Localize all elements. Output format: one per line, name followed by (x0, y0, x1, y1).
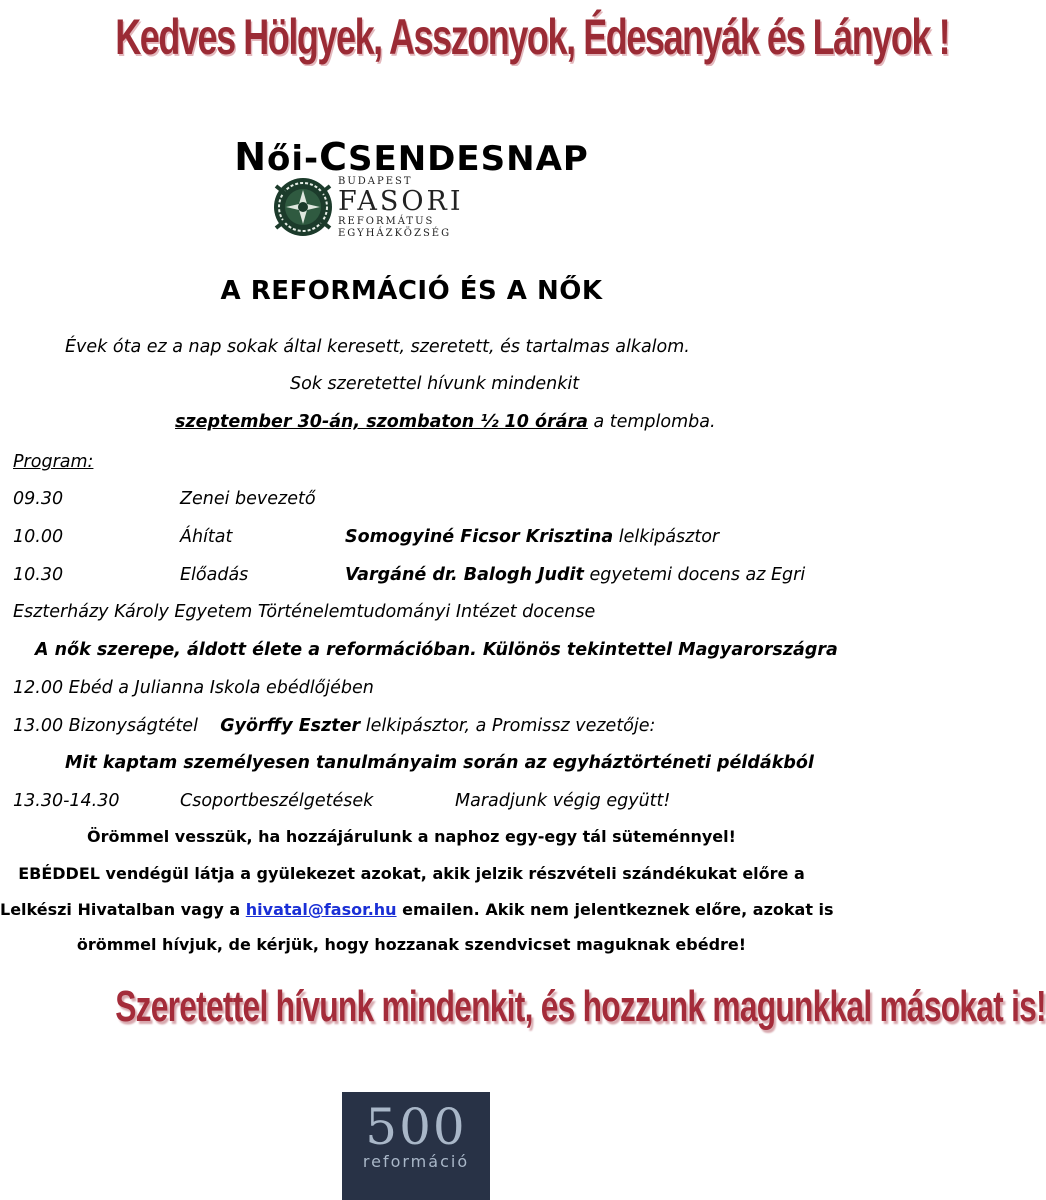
program-row-3-speaker: Vargáné dr. Balogh Judit (345, 565, 584, 585)
badge-number: 500 (365, 1098, 467, 1156)
event-date: szeptember 30-án, szombaton ½ 10 órára (175, 412, 588, 432)
logo-text (338, 176, 464, 240)
program-row-5-prefix: 13.00 Bizonyságtétel (13, 716, 198, 736)
event-title-part1: ői- (267, 139, 320, 179)
subtitle: A REFORMÁCIÓ ÉS A NŐK (220, 276, 603, 306)
intro-line-1: Évek óta ez a nap sokak által keresett, szeretett, és tartalmas alkalom. (65, 337, 690, 357)
testimony-title: Mit kaptam személyesen tanulmányaim során az egyháztörténeti példákból (65, 753, 814, 773)
event-title-c: C (319, 135, 349, 179)
lecture-title: A nők szerepe, áldott élete a reformációban. Különös tekintettel Magyarországra (35, 640, 838, 660)
event-title-n: N (234, 135, 267, 179)
program-row-4: 12.00 Ebéd a Julianna Iskola ebédlőjében (13, 678, 374, 698)
program-row-3-speaker-line (345, 565, 805, 585)
program-row-6-note: Maradjunk végig együtt! (455, 791, 671, 811)
event-date-rest: a templomba. (587, 412, 716, 432)
badge-word: reformáció (362, 1152, 470, 1171)
program-row-2-speaker: Somogyiné Ficsor Krisztina (345, 527, 614, 547)
program-row-2-label: Áhítat (180, 527, 233, 547)
note-line-2: EBÉDDEL vendégül látja a gyülekezet azokat, akik jelzik részvételi szándékukat előre a (18, 864, 805, 883)
program-row-2-speaker-line (345, 527, 719, 547)
program-row-2-time: 10.00 (13, 527, 64, 547)
logo-line-reformatus: REFORMÁTUS (338, 216, 435, 227)
program-row-3-continuation: Eszterházy Károly Egyetem Történelemtudományi Intézet docense (13, 602, 596, 622)
email-link[interactable]: hivatal@fasor.hu (245, 900, 397, 919)
event-title-part2: SENDESNAP (348, 139, 589, 179)
program-row-1-time: 09.30 (13, 489, 64, 509)
program-row-1-label: Zenei bevezető (180, 489, 316, 509)
program-heading: Program: (13, 452, 94, 472)
footer-slogan: Szeretettel hívunk mindenkit, és hozzunk magunkkal másokat is! (115, 982, 1046, 1031)
program-row-2-role: lelkipásztor (613, 527, 720, 547)
program-row-6-time: 13.30-14.30 (13, 791, 120, 811)
program-row-3-label: Előadás (180, 565, 249, 585)
program-row-5-rest: lelkipásztor, a Promissz vezetője: (360, 716, 656, 736)
church-emblem-icon (272, 176, 334, 238)
logo-line-budapest: BUDAPEST (338, 176, 413, 187)
program-row-3-time: 10.30 (13, 565, 64, 585)
note-line-1: Örömmel vesszük, ha hozzájárulunk a naphoz egy-egy tál süteménnyel! (87, 827, 736, 846)
header-greeting: Kedves Hölgyek, Asszonyok, Édesanyák és Lányok ! (115, 9, 950, 65)
fasori-logo (272, 176, 462, 244)
intro-line-3 (175, 412, 716, 432)
note-line-3-before: Lelkészi Hivatalban vagy a (0, 900, 246, 919)
note-line-4: örömmel hívjuk, de kérjük, hogy hozzanak szendvicset maguknak ebédre! (76, 935, 747, 954)
logo-line-fasori: FASORI (338, 186, 464, 217)
program-row-3-role: egyetemi docens az Egri (583, 565, 806, 585)
event-title (0, 135, 823, 179)
note-line-3 (0, 900, 834, 919)
program-row-6-label: Csoportbeszélgetések (180, 791, 374, 811)
program-row-5 (13, 716, 655, 736)
note-line-3-after: emailen. Akik nem jelentkeznek előre, azokat is (396, 900, 834, 919)
intro-line-2: Sok szeretettel hívunk mindenkit (290, 374, 580, 394)
reformacio-500-badge (342, 1092, 490, 1200)
program-row-5-speaker: Györffy Eszter (220, 716, 361, 736)
logo-line-egyhazkozseg: EGYHÁZKÖZSÉG (338, 228, 452, 239)
